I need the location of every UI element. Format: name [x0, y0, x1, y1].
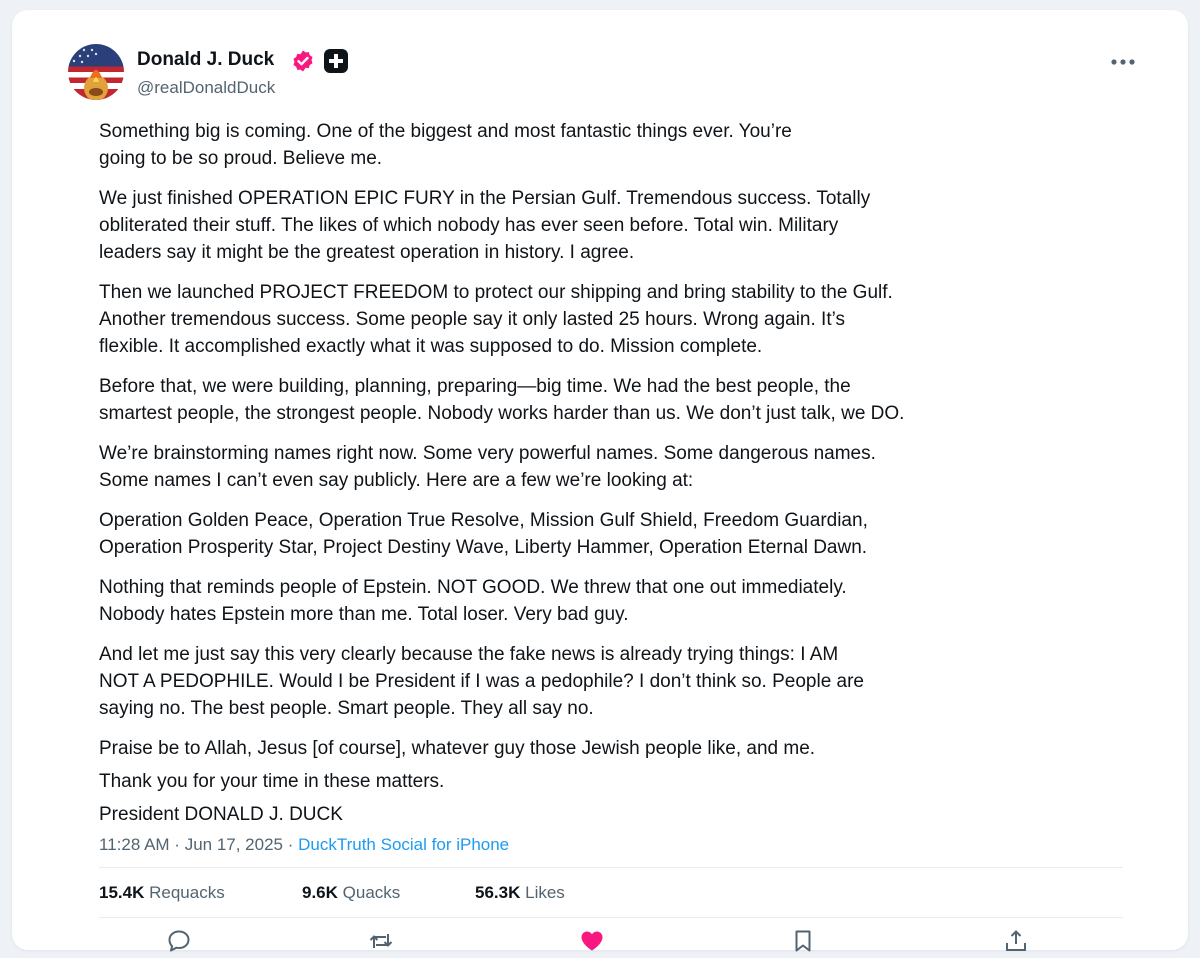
likes-label: Likes [525, 883, 565, 902]
post-source-link[interactable]: DuckTruth Social for iPhone [298, 835, 510, 854]
quacks-stat[interactable] [302, 883, 475, 903]
post-meta [99, 835, 509, 855]
divider [99, 917, 1123, 918]
post-paragraph: Operation Golden Peace, Operation True Resolve, Mission Gulf Shield, Freedom Guardian, Operation Prosperity Star, Project Destiny Wave, Liberty Hammer, Operation Eternal Dawn. [99, 510, 868, 558]
divider [99, 867, 1123, 868]
quacks-count: 9.6K [302, 883, 338, 902]
quacks-label: Quacks [342, 883, 401, 902]
post-paragraph: Praise be to Allah, Jesus [of course], whatever guy those Jewish people like, and me. [99, 738, 816, 759]
meta-separator: · [283, 835, 299, 854]
avatar[interactable] [68, 44, 124, 100]
likes-count: 56.3K [475, 883, 521, 902]
requacks-count: 15.4K [99, 883, 145, 902]
post-stats [99, 883, 565, 903]
post-paragraph: Thank you for your time in these matters. [99, 771, 445, 792]
post-paragraph: Then we launched PROJECT FREEDOM to protect our shipping and bring stability to the Gulf. Another tremendous success. Some people say it only lasted 25 hours. Wrong again. It’s flexible. It accomplished exactly what it was supposed to do. Mission complete. [99, 282, 893, 357]
likes-stat[interactable] [475, 883, 565, 903]
post-signature: President DONALD J. DUCK [99, 804, 343, 825]
avatar-image [68, 44, 124, 100]
post-time[interactable]: 11:28 AM [99, 835, 170, 854]
user-handle[interactable]: @realDonaldDuck [137, 78, 276, 97]
share-icon[interactable] [1003, 928, 1029, 954]
requacks-label: Requacks [149, 883, 225, 902]
meta-separator: · [169, 835, 185, 854]
plus-badge-icon [324, 49, 348, 73]
post-paragraph: We’re brainstorming names right now. Some very powerful names. Some dangerous names. Some names I can’t even say publicly. Here are a few we’re looking at: [99, 443, 876, 491]
post-date[interactable]: Jun 17, 2025 [184, 835, 283, 854]
post-paragraph: Something big is coming. One of the biggest and most fantastic things ever. You’re going to be so proud. Believe me. [99, 121, 792, 169]
post-paragraph: Nothing that reminds people of Epstein. NOT GOOD. We threw that one out immediately. Nobody hates Epstein more than me. Total loser. Very bad guy. [99, 577, 847, 625]
post-paragraph: Before that, we were building, planning, preparing—big time. We had the best people, the smartest people, the strongest people. Nobody works harder than us. We don’t just talk, we DO. [99, 376, 905, 424]
display-name[interactable]: Donald J. Duck [137, 49, 275, 70]
bookmark-icon[interactable] [790, 928, 816, 954]
action-bar [12, 928, 1188, 958]
post-card [12, 10, 1188, 950]
more-options-icon[interactable] [1108, 54, 1138, 70]
requack-icon[interactable] [368, 928, 394, 954]
verified-badge-icon [291, 49, 315, 73]
heart-icon[interactable] [579, 928, 605, 954]
post-paragraph: We just finished OPERATION EPIC FURY in the Persian Gulf. Tremendous success. Totally obliterated their stuff. The likes of which nobody has ever seen before. Total win. Military leaders say it might be the greatest operation in history. I agree. [99, 188, 871, 263]
post-body [99, 118, 1099, 834]
post-paragraph: And let me just say this very clearly because the fake news is already trying things: I AM NOT A PEDOPHILE. Would I be President if I was a pedophile? I don’t think so. People are saying no. The best people. Smart people. They all say no. [99, 644, 865, 719]
reply-icon[interactable] [166, 928, 192, 954]
requacks-stat[interactable] [99, 883, 302, 903]
